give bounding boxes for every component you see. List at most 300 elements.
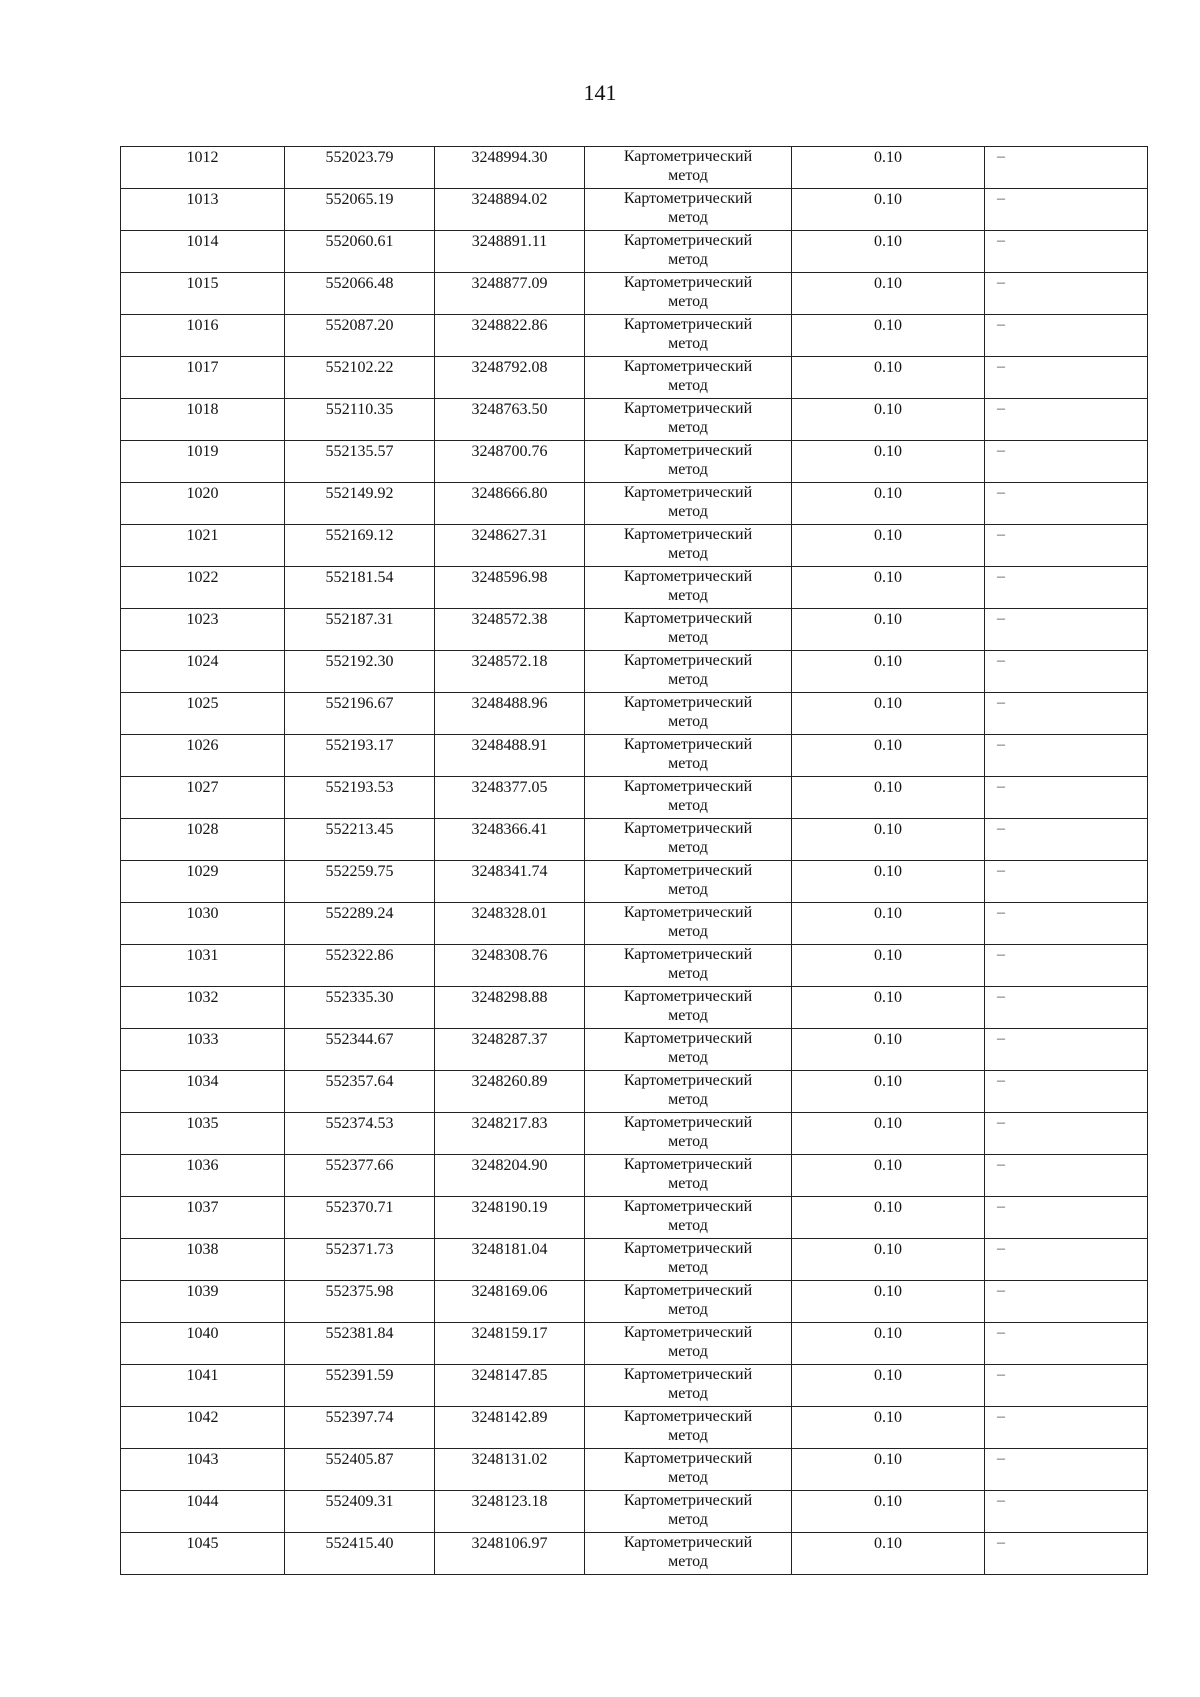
x-coordinate-cell: 552377.66	[285, 1155, 435, 1197]
note-cell: –	[985, 1197, 1148, 1239]
x-coordinate-cell: 552213.45	[285, 819, 435, 861]
point-number-cell: 1034	[121, 1071, 285, 1113]
table-row	[121, 987, 1148, 1029]
method-line-1: Картометрический	[623, 274, 753, 291]
point-number-cell: 1018	[121, 399, 285, 441]
method-cell	[585, 861, 792, 903]
method-cell	[585, 945, 792, 987]
method-line-1: Картометрический	[623, 904, 753, 921]
point-number-cell: 1044	[121, 1491, 285, 1533]
x-coordinate-cell: 552196.67	[285, 693, 435, 735]
method-line-2: метод	[668, 1007, 708, 1024]
method-cell	[585, 567, 792, 609]
method-cell	[585, 903, 792, 945]
note-cell: –	[985, 231, 1148, 273]
method-cell	[585, 1365, 792, 1407]
table-row	[121, 273, 1148, 315]
method-line-1: Картометрический	[623, 400, 753, 417]
accuracy-cell: 0.10	[792, 609, 985, 651]
method-line-2: метод	[668, 335, 708, 352]
method-cell	[585, 777, 792, 819]
y-coordinate-cell: 3248169.06	[435, 1281, 585, 1323]
y-coordinate-cell: 3248260.89	[435, 1071, 585, 1113]
y-coordinate-cell: 3248298.88	[435, 987, 585, 1029]
x-coordinate-cell: 552397.74	[285, 1407, 435, 1449]
accuracy-cell: 0.10	[792, 315, 985, 357]
method-line-1: Картометрический	[623, 358, 753, 375]
note-cell: –	[985, 1449, 1148, 1491]
point-number-cell: 1040	[121, 1323, 285, 1365]
method-line-2: метод	[668, 1133, 708, 1150]
accuracy-cell: 0.10	[792, 819, 985, 861]
x-coordinate-cell: 552169.12	[285, 525, 435, 567]
y-coordinate-cell: 3248308.76	[435, 945, 585, 987]
x-coordinate-cell: 552110.35	[285, 399, 435, 441]
method-cell	[585, 1491, 792, 1533]
y-coordinate-cell: 3248488.91	[435, 735, 585, 777]
method-line-2: метод	[668, 377, 708, 394]
y-coordinate-cell: 3248792.08	[435, 357, 585, 399]
table-row	[121, 1365, 1148, 1407]
point-number-cell: 1020	[121, 483, 285, 525]
method-line-1: Картометрический	[623, 1114, 753, 1131]
point-number-cell: 1024	[121, 651, 285, 693]
method-line-2: метод	[668, 881, 708, 898]
table-row	[121, 147, 1148, 189]
note-cell: –	[985, 357, 1148, 399]
method-line-1: Картометрический	[623, 190, 753, 207]
coordinates-table	[120, 146, 1148, 1575]
method-cell	[585, 1029, 792, 1071]
table-row	[121, 819, 1148, 861]
y-coordinate-cell: 3248181.04	[435, 1239, 585, 1281]
x-coordinate-cell: 552391.59	[285, 1365, 435, 1407]
method-line-1: Картометрический	[623, 694, 753, 711]
method-line-2: метод	[668, 629, 708, 646]
method-cell	[585, 1071, 792, 1113]
point-number-cell: 1019	[121, 441, 285, 483]
accuracy-cell: 0.10	[792, 1365, 985, 1407]
accuracy-cell: 0.10	[792, 861, 985, 903]
note-cell: –	[985, 315, 1148, 357]
y-coordinate-cell: 3248217.83	[435, 1113, 585, 1155]
point-number-cell: 1029	[121, 861, 285, 903]
method-line-1: Картометрический	[623, 1282, 753, 1299]
accuracy-cell: 0.10	[792, 1197, 985, 1239]
table-row	[121, 441, 1148, 483]
table-row	[121, 1071, 1148, 1113]
note-cell: –	[985, 819, 1148, 861]
table-row	[121, 1281, 1148, 1323]
x-coordinate-cell: 552405.87	[285, 1449, 435, 1491]
accuracy-cell: 0.10	[792, 1155, 985, 1197]
x-coordinate-cell: 552193.53	[285, 777, 435, 819]
method-line-2: метод	[668, 419, 708, 436]
accuracy-cell: 0.10	[792, 693, 985, 735]
method-line-2: метод	[668, 1217, 708, 1234]
point-number-cell: 1043	[121, 1449, 285, 1491]
accuracy-cell: 0.10	[792, 1407, 985, 1449]
method-line-1: Картометрический	[623, 1492, 753, 1509]
method-line-2: метод	[668, 1175, 708, 1192]
method-line-1: Картометрический	[623, 778, 753, 795]
method-cell	[585, 1197, 792, 1239]
method-cell	[585, 231, 792, 273]
table-row	[121, 483, 1148, 525]
table-row	[121, 1197, 1148, 1239]
method-line-1: Картометрический	[623, 442, 753, 459]
x-coordinate-cell: 552335.30	[285, 987, 435, 1029]
note-cell: –	[985, 1113, 1148, 1155]
method-line-2: метод	[668, 1469, 708, 1486]
note-cell: –	[985, 987, 1148, 1029]
method-line-1: Картометрический	[623, 610, 753, 627]
method-line-1: Картометрический	[623, 484, 753, 501]
method-line-2: метод	[668, 209, 708, 226]
method-line-1: Картометрический	[623, 1072, 753, 1089]
method-cell	[585, 399, 792, 441]
table-row	[121, 189, 1148, 231]
y-coordinate-cell: 3248700.76	[435, 441, 585, 483]
method-line-2: метод	[668, 1049, 708, 1066]
y-coordinate-cell: 3248877.09	[435, 273, 585, 315]
x-coordinate-cell: 552023.79	[285, 147, 435, 189]
method-line-1: Картометрический	[623, 1156, 753, 1173]
y-coordinate-cell: 3248147.85	[435, 1365, 585, 1407]
x-coordinate-cell: 552065.19	[285, 189, 435, 231]
point-number-cell: 1037	[121, 1197, 285, 1239]
method-line-1: Картометрический	[623, 652, 753, 669]
method-line-2: метод	[668, 251, 708, 268]
method-line-2: метод	[668, 167, 708, 184]
point-number-cell: 1026	[121, 735, 285, 777]
point-number-cell: 1013	[121, 189, 285, 231]
x-coordinate-cell: 552259.75	[285, 861, 435, 903]
accuracy-cell: 0.10	[792, 399, 985, 441]
point-number-cell: 1042	[121, 1407, 285, 1449]
note-cell: –	[985, 441, 1148, 483]
table-row	[121, 735, 1148, 777]
table-row	[121, 525, 1148, 567]
point-number-cell: 1041	[121, 1365, 285, 1407]
method-cell	[585, 273, 792, 315]
accuracy-cell: 0.10	[792, 189, 985, 231]
note-cell: –	[985, 1407, 1148, 1449]
point-number-cell: 1028	[121, 819, 285, 861]
y-coordinate-cell: 3248287.37	[435, 1029, 585, 1071]
method-line-1: Картометрический	[623, 232, 753, 249]
accuracy-cell: 0.10	[792, 945, 985, 987]
method-line-1: Картометрический	[623, 820, 753, 837]
x-coordinate-cell: 552289.24	[285, 903, 435, 945]
method-line-2: метод	[668, 1385, 708, 1402]
accuracy-cell: 0.10	[792, 1071, 985, 1113]
point-number-cell: 1023	[121, 609, 285, 651]
y-coordinate-cell: 3248894.02	[435, 189, 585, 231]
method-line-2: метод	[668, 1343, 708, 1360]
method-line-1: Картометрический	[623, 862, 753, 879]
table-row	[121, 777, 1148, 819]
x-coordinate-cell: 552415.40	[285, 1533, 435, 1575]
note-cell: –	[985, 1281, 1148, 1323]
table-row	[121, 1533, 1148, 1575]
point-number-cell: 1015	[121, 273, 285, 315]
point-number-cell: 1016	[121, 315, 285, 357]
method-line-2: метод	[668, 1553, 708, 1570]
accuracy-cell: 0.10	[792, 1449, 985, 1491]
point-number-cell: 1030	[121, 903, 285, 945]
point-number-cell: 1021	[121, 525, 285, 567]
table-row	[121, 567, 1148, 609]
x-coordinate-cell: 552344.67	[285, 1029, 435, 1071]
accuracy-cell: 0.10	[792, 777, 985, 819]
method-cell	[585, 651, 792, 693]
y-coordinate-cell: 3248627.31	[435, 525, 585, 567]
note-cell: –	[985, 1365, 1148, 1407]
y-coordinate-cell: 3248572.38	[435, 609, 585, 651]
note-cell: –	[985, 273, 1148, 315]
point-number-cell: 1012	[121, 147, 285, 189]
y-coordinate-cell: 3248190.19	[435, 1197, 585, 1239]
note-cell: –	[985, 189, 1148, 231]
note-cell: –	[985, 861, 1148, 903]
table-body	[121, 147, 1148, 1575]
x-coordinate-cell: 552187.31	[285, 609, 435, 651]
y-coordinate-cell: 3248822.86	[435, 315, 585, 357]
accuracy-cell: 0.10	[792, 903, 985, 945]
method-cell	[585, 483, 792, 525]
method-cell	[585, 1449, 792, 1491]
method-line-2: метод	[668, 713, 708, 730]
x-coordinate-cell: 552409.31	[285, 1491, 435, 1533]
method-line-2: метод	[668, 755, 708, 772]
note-cell: –	[985, 525, 1148, 567]
note-cell: –	[985, 903, 1148, 945]
method-line-1: Картометрический	[623, 1240, 753, 1257]
method-line-1: Картометрический	[623, 1534, 753, 1551]
method-cell	[585, 1281, 792, 1323]
y-coordinate-cell: 3248596.98	[435, 567, 585, 609]
table-row	[121, 609, 1148, 651]
note-cell: –	[985, 735, 1148, 777]
point-number-cell: 1039	[121, 1281, 285, 1323]
accuracy-cell: 0.10	[792, 273, 985, 315]
x-coordinate-cell: 552193.17	[285, 735, 435, 777]
accuracy-cell: 0.10	[792, 987, 985, 1029]
method-cell	[585, 315, 792, 357]
method-cell	[585, 1239, 792, 1281]
method-line-2: метод	[668, 671, 708, 688]
method-line-1: Картометрический	[623, 1324, 753, 1341]
note-cell: –	[985, 1029, 1148, 1071]
y-coordinate-cell: 3248488.96	[435, 693, 585, 735]
table-row	[121, 357, 1148, 399]
point-number-cell: 1038	[121, 1239, 285, 1281]
method-line-2: метод	[668, 503, 708, 520]
note-cell: –	[985, 1533, 1148, 1575]
method-cell	[585, 1407, 792, 1449]
note-cell: –	[985, 147, 1148, 189]
x-coordinate-cell: 552181.54	[285, 567, 435, 609]
x-coordinate-cell: 552149.92	[285, 483, 435, 525]
method-cell	[585, 819, 792, 861]
accuracy-cell: 0.10	[792, 1029, 985, 1071]
method-line-2: метод	[668, 1091, 708, 1108]
x-coordinate-cell: 552060.61	[285, 231, 435, 273]
point-number-cell: 1032	[121, 987, 285, 1029]
method-line-1: Картометрический	[623, 736, 753, 753]
method-line-1: Картометрический	[623, 316, 753, 333]
accuracy-cell: 0.10	[792, 735, 985, 777]
x-coordinate-cell: 552381.84	[285, 1323, 435, 1365]
point-number-cell: 1031	[121, 945, 285, 987]
table-row	[121, 1407, 1148, 1449]
method-line-2: метод	[668, 965, 708, 982]
point-number-cell: 1025	[121, 693, 285, 735]
accuracy-cell: 0.10	[792, 1239, 985, 1281]
method-line-2: метод	[668, 839, 708, 856]
y-coordinate-cell: 3248377.05	[435, 777, 585, 819]
note-cell: –	[985, 693, 1148, 735]
method-line-2: метод	[668, 1301, 708, 1318]
note-cell: –	[985, 945, 1148, 987]
point-number-cell: 1022	[121, 567, 285, 609]
point-number-cell: 1014	[121, 231, 285, 273]
method-line-2: метод	[668, 923, 708, 940]
method-line-2: метод	[668, 461, 708, 478]
method-line-2: метод	[668, 1511, 708, 1528]
method-cell	[585, 1113, 792, 1155]
table-row	[121, 651, 1148, 693]
note-cell: –	[985, 609, 1148, 651]
point-number-cell: 1017	[121, 357, 285, 399]
method-line-2: метод	[668, 293, 708, 310]
table-row	[121, 1113, 1148, 1155]
y-coordinate-cell: 3248142.89	[435, 1407, 585, 1449]
method-cell	[585, 609, 792, 651]
y-coordinate-cell: 3248204.90	[435, 1155, 585, 1197]
x-coordinate-cell: 552371.73	[285, 1239, 435, 1281]
method-cell	[585, 1155, 792, 1197]
accuracy-cell: 0.10	[792, 1113, 985, 1155]
x-coordinate-cell: 552192.30	[285, 651, 435, 693]
note-cell: –	[985, 399, 1148, 441]
method-line-2: метод	[668, 797, 708, 814]
method-cell	[585, 735, 792, 777]
method-line-2: метод	[668, 1259, 708, 1276]
method-cell	[585, 987, 792, 1029]
table-row	[121, 1029, 1148, 1071]
accuracy-cell: 0.10	[792, 651, 985, 693]
method-cell	[585, 1323, 792, 1365]
y-coordinate-cell: 3248572.18	[435, 651, 585, 693]
table-row	[121, 315, 1148, 357]
accuracy-cell: 0.10	[792, 567, 985, 609]
method-line-1: Картометрический	[623, 148, 753, 165]
point-number-cell: 1045	[121, 1533, 285, 1575]
method-cell	[585, 525, 792, 567]
y-coordinate-cell: 3248763.50	[435, 399, 585, 441]
note-cell: –	[985, 1491, 1148, 1533]
point-number-cell: 1036	[121, 1155, 285, 1197]
y-coordinate-cell: 3248328.01	[435, 903, 585, 945]
table-row	[121, 693, 1148, 735]
page-number: 141	[583, 80, 617, 105]
method-line-1: Картометрический	[623, 1408, 753, 1425]
x-coordinate-cell: 552357.64	[285, 1071, 435, 1113]
method-line-1: Картометрический	[623, 1198, 753, 1215]
x-coordinate-cell: 552370.71	[285, 1197, 435, 1239]
point-number-cell: 1035	[121, 1113, 285, 1155]
note-cell: –	[985, 483, 1148, 525]
method-line-1: Картометрический	[623, 1450, 753, 1467]
accuracy-cell: 0.10	[792, 1281, 985, 1323]
table-row	[121, 861, 1148, 903]
accuracy-cell: 0.10	[792, 1323, 985, 1365]
y-coordinate-cell: 3248891.11	[435, 231, 585, 273]
method-line-1: Картометрический	[623, 946, 753, 963]
method-cell	[585, 357, 792, 399]
method-line-1: Картометрический	[623, 568, 753, 585]
x-coordinate-cell: 552322.86	[285, 945, 435, 987]
note-cell: –	[985, 1239, 1148, 1281]
x-coordinate-cell: 552066.48	[285, 273, 435, 315]
method-line-1: Картометрический	[623, 988, 753, 1005]
table-row	[121, 1155, 1148, 1197]
method-cell	[585, 189, 792, 231]
note-cell: –	[985, 1155, 1148, 1197]
note-cell: –	[985, 567, 1148, 609]
accuracy-cell: 0.10	[792, 357, 985, 399]
table-row	[121, 945, 1148, 987]
method-cell	[585, 441, 792, 483]
method-line-1: Картометрический	[623, 1030, 753, 1047]
note-cell: –	[985, 651, 1148, 693]
y-coordinate-cell: 3248994.30	[435, 147, 585, 189]
method-line-2: метод	[668, 1427, 708, 1444]
y-coordinate-cell: 3248366.41	[435, 819, 585, 861]
accuracy-cell: 0.10	[792, 483, 985, 525]
accuracy-cell: 0.10	[792, 441, 985, 483]
y-coordinate-cell: 3248666.80	[435, 483, 585, 525]
accuracy-cell: 0.10	[792, 1491, 985, 1533]
y-coordinate-cell: 3248106.97	[435, 1533, 585, 1575]
table-row	[121, 1239, 1148, 1281]
table-row	[121, 231, 1148, 273]
note-cell: –	[985, 777, 1148, 819]
table-row	[121, 1449, 1148, 1491]
y-coordinate-cell: 3248123.18	[435, 1491, 585, 1533]
table-row	[121, 903, 1148, 945]
point-number-cell: 1033	[121, 1029, 285, 1071]
method-line-1: Картометрический	[623, 526, 753, 543]
method-line-1: Картометрический	[623, 1366, 753, 1383]
y-coordinate-cell: 3248341.74	[435, 861, 585, 903]
accuracy-cell: 0.10	[792, 525, 985, 567]
accuracy-cell: 0.10	[792, 147, 985, 189]
table-row	[121, 399, 1148, 441]
x-coordinate-cell: 552375.98	[285, 1281, 435, 1323]
method-line-2: метод	[668, 545, 708, 562]
x-coordinate-cell: 552087.20	[285, 315, 435, 357]
table-row	[121, 1491, 1148, 1533]
x-coordinate-cell: 552374.53	[285, 1113, 435, 1155]
y-coordinate-cell: 3248131.02	[435, 1449, 585, 1491]
note-cell: –	[985, 1323, 1148, 1365]
method-line-2: метод	[668, 587, 708, 604]
method-cell	[585, 1533, 792, 1575]
note-cell: –	[985, 1071, 1148, 1113]
